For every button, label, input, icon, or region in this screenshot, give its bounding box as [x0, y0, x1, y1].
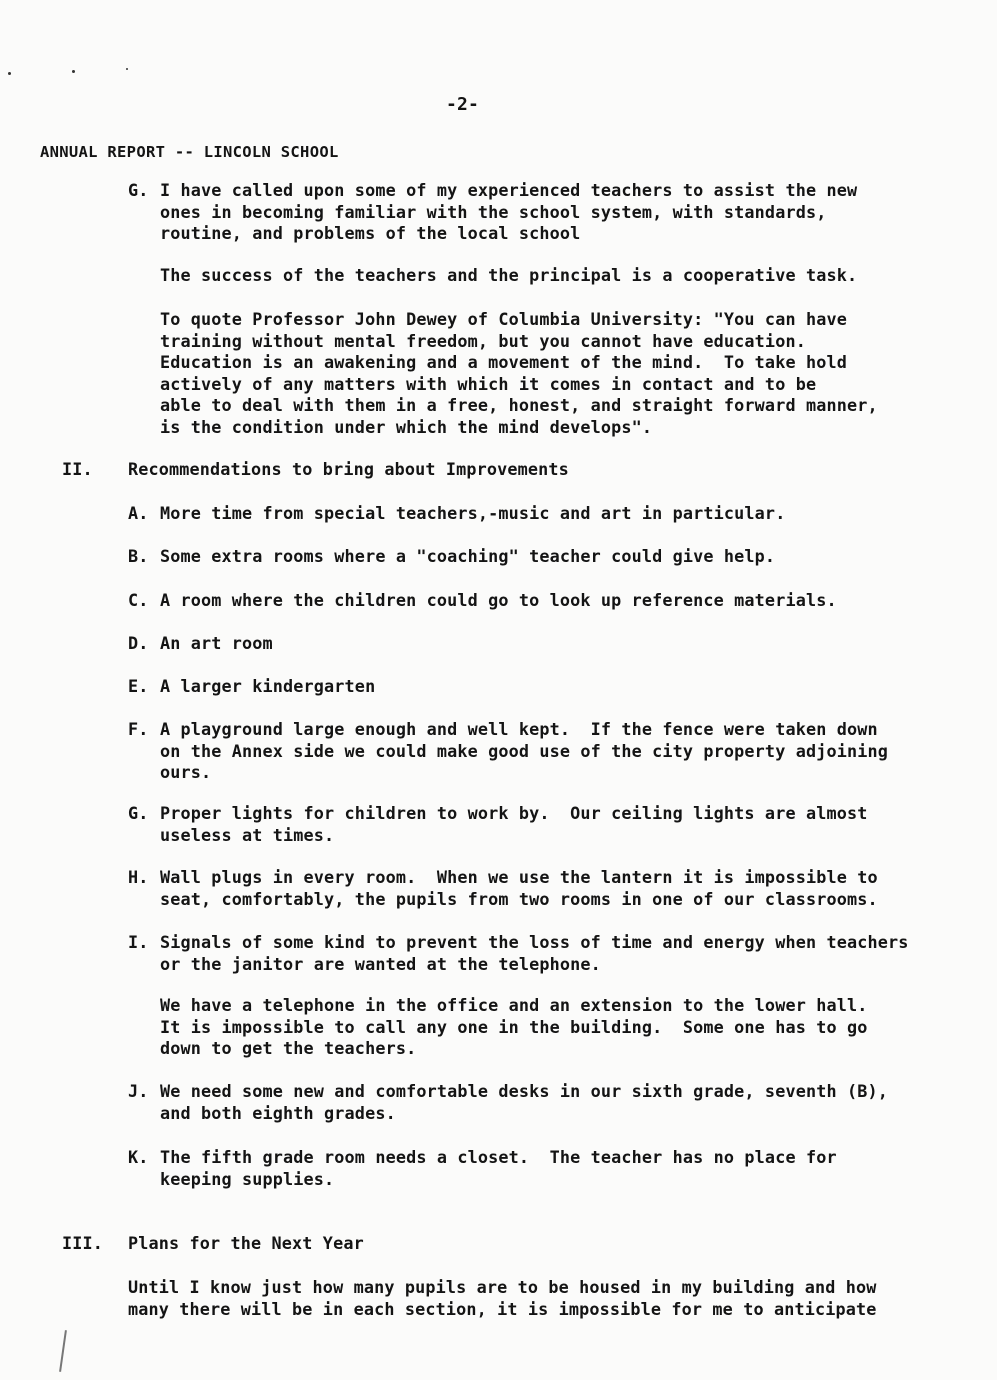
text-line: A room where the children could go to look up reference materials.	[160, 590, 837, 610]
text-line: Wall plugs in every room. When we use the lantern it is impossible to	[160, 867, 878, 887]
recommendation-item	[160, 719, 888, 784]
dewey-quote-paragraph	[160, 309, 878, 438]
text-line: on the Annex side we could make good use of the city property adjoining	[160, 740, 888, 761]
recommendation-item	[160, 590, 837, 612]
text-line: and both eighth grades.	[160, 1102, 396, 1123]
item-label: H.	[128, 867, 149, 887]
recommendation-item	[160, 803, 867, 846]
recommendation-item	[160, 676, 375, 698]
text-line: Education is an awakening and a movement of the mind. To take hold	[160, 352, 847, 372]
text-line: is the condition under which the mind develops".	[160, 416, 653, 437]
text-line: A larger kindergarten	[160, 676, 376, 696]
text-line: ones in becoming familiar with the school system, with standards,	[160, 201, 827, 222]
text-line: training without mental freedom, but you cannot have education.	[160, 330, 806, 351]
recommendation-item	[160, 503, 785, 525]
text-line: seat, comfortably, the pupils from two rooms in one of our classrooms.	[160, 888, 878, 909]
item-label: E.	[128, 676, 149, 696]
item-g-text	[160, 180, 857, 245]
text-line: We have a telephone in the office and an extension to the lower hall.	[160, 995, 868, 1015]
item-label: D.	[128, 633, 149, 653]
text-line: or the janitor are wanted at the telephone.	[160, 953, 601, 974]
item-label: F.	[128, 719, 149, 739]
text-line: able to deal with them in a free, honest, and straight forward manner,	[160, 395, 878, 415]
section-numeral: II.	[62, 459, 93, 479]
success-paragraph	[160, 265, 857, 287]
scan-speck	[8, 72, 11, 75]
item-label: B.	[128, 546, 149, 566]
text-line: More time from special teachers,-music and art in particular.	[160, 503, 786, 523]
scan-mark	[59, 1330, 67, 1372]
scan-speck	[72, 70, 75, 73]
text-line: An art room	[160, 633, 273, 653]
text-line: I have called upon some of my experienced teachers to assist the new	[160, 180, 858, 200]
text-line: Proper lights for children to work by. Our ceiling lights are almost	[160, 803, 868, 823]
report-header: ANNUAL REPORT -- LINCOLN SCHOOL	[40, 143, 339, 161]
section-numeral: III.	[62, 1233, 104, 1253]
text-line: Signals of some kind to prevent the loss of time and energy when teachers	[160, 932, 909, 952]
item-label: J.	[128, 1081, 149, 1101]
text-line: We need some new and comfortable desks in our sixth grade, seventh (B),	[160, 1081, 888, 1101]
plans-paragraph	[128, 1277, 876, 1320]
recommendation-item	[160, 932, 908, 975]
recommendation-item	[160, 867, 878, 910]
text-line: useless at times.	[160, 824, 335, 845]
recommendation-item	[160, 546, 775, 568]
recommendation-item	[160, 633, 273, 655]
text-line: actively of any matters with which it comes in contact and to be	[160, 373, 817, 394]
text-line: down to get the teachers.	[160, 1038, 417, 1058]
scan-speck	[126, 68, 128, 70]
item-label: K.	[128, 1147, 149, 1167]
item-label: A.	[128, 503, 149, 523]
text-line: Until I know just how many pupils are to be housed in my building and how	[128, 1277, 877, 1297]
item-label: G.	[128, 803, 149, 823]
section-title: Plans for the Next Year	[128, 1233, 364, 1253]
telephone-paragraph	[160, 995, 867, 1060]
text-line: To quote Professor John Dewey of Columbia University: "You can have	[160, 309, 847, 329]
recommendation-item	[160, 1081, 888, 1124]
section-title: Recommendations to bring about Improvements	[128, 459, 569, 479]
text-line: The success of the teachers and the principal is a cooperative task.	[160, 265, 858, 285]
text-line: ours.	[160, 762, 212, 782]
text-line: routine, and problems of the local school	[160, 223, 581, 243]
text-line: It is impossible to call any one in the building. Some one has to go	[160, 1016, 868, 1037]
item-label: I.	[128, 932, 149, 952]
item-label: C.	[128, 590, 149, 610]
recommendation-item	[160, 1147, 837, 1190]
text-line: Some extra rooms where a "coaching" teacher could give help.	[160, 546, 776, 566]
text-line: keeping supplies.	[160, 1168, 335, 1189]
text-line: The fifth grade room needs a closet. The teacher has no place for	[160, 1147, 837, 1167]
text-line: A playground large enough and well kept. If the fence were taken down	[160, 719, 878, 739]
page-number: -2-	[446, 94, 479, 115]
text-line: many there will be in each section, it is impossible for me to anticipate	[128, 1298, 877, 1319]
item-label: G.	[128, 180, 149, 200]
